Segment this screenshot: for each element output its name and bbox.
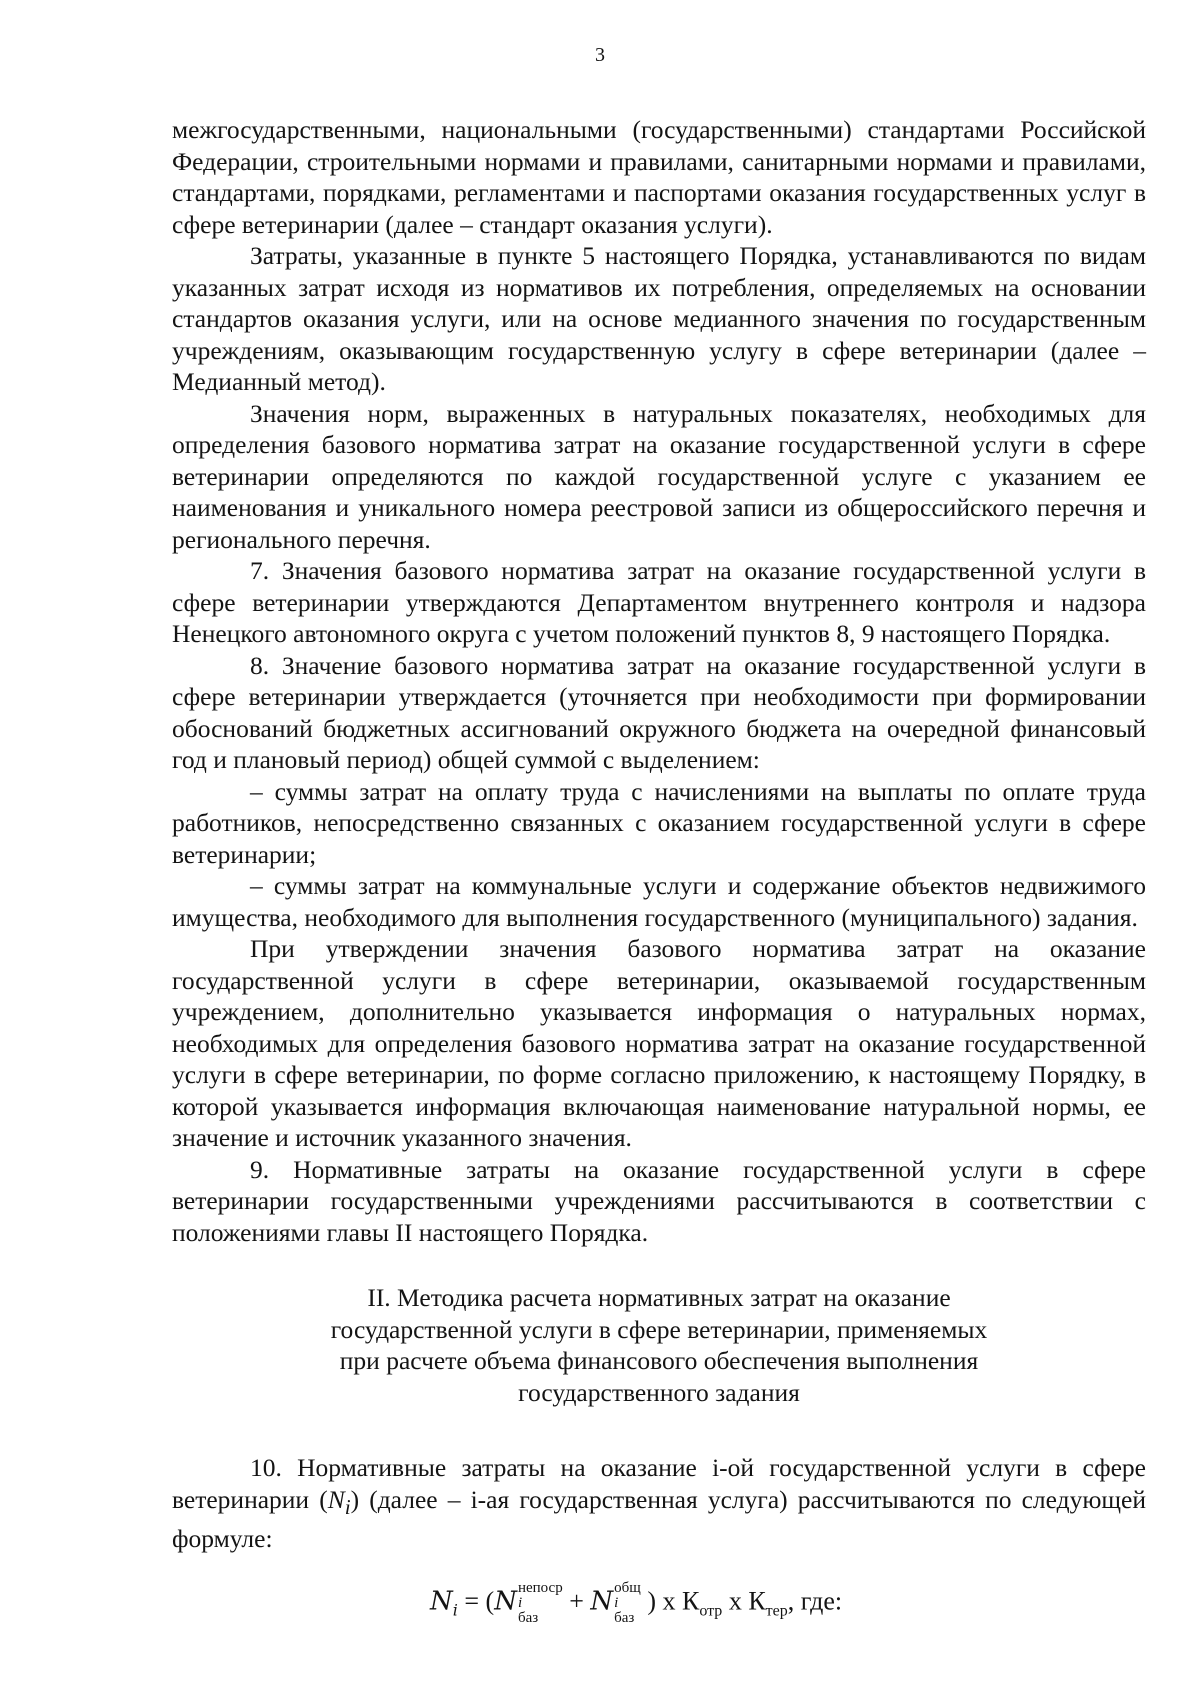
formula-k-otr-sub: отр xyxy=(699,1602,723,1620)
paragraph-item-7: 7. Значения базового норматива затрат на оказание государственной услуги в сфере ветеринарии утверждаются Департаментом внутреннего контроля и надзора Ненецкого автономного округа с учетом положений пунктов 8, 9 настоящего Порядка. xyxy=(172,556,1146,648)
p10-start: 10. Нормативные затраты на оказание i-ой государственной услуги в сфере ветеринарии ( xyxy=(172,1453,1146,1514)
formula-term1-sup: непоср xyxy=(517,1579,563,1596)
formula-term2-indices xyxy=(614,1581,641,1626)
paragraph-approval-info: При утверждении значения базового норматива затрат на оказание государственной услуги в сфере ветеринарии, оказываемой государственным учреждением, дополнительно указывается информация о натуральных нормах, необходимых для определения базового норматива затрат на оказание государственной услуги в сфере ветеринарии, по форме согласно приложению, к настоящему Порядку, в которой указывается информация включающая наименование натуральной нормы, ее значение и источник указанного значения. xyxy=(172,934,1146,1152)
formula-close-k-otr: ) x К xyxy=(647,1586,700,1616)
formula-term2-sub-i: i xyxy=(614,1594,619,1611)
formula-lhs-sub: i xyxy=(452,1600,458,1620)
section-heading-line: государственной услуги в сфере ветеринарии, применяемых xyxy=(330,1314,988,1344)
p10-symbol-sub: i xyxy=(344,1494,351,1519)
formula-term1-sub-i: i xyxy=(517,1594,523,1611)
formula-k-ter: x К xyxy=(728,1586,766,1616)
formula-k-ter-sub: тер xyxy=(765,1602,788,1620)
page-number: 3 xyxy=(595,44,605,66)
list-item-labor-costs: – суммы затрат на оплату труда с начислениями на выплаты по оплате труда работников, непосредственно связанных с оказанием государственной услуги в сфере ветеринарии; xyxy=(172,776,1146,869)
paragraph-costs-by-type: Затраты, указанные в пункте 5 настоящего Порядка, устанавливаются по видам указанных затрат исходя из нормативов их потребления, определяемых на основании стандартов оказания услуги, или на основе медианного значения по государственным учреждениям, оказывающим государственную услугу в сфере ветеринарии (далее – Медианный метод). xyxy=(172,241,1146,396)
paragraph-natural-norms: Значения норм, выраженных в натуральных показателях, необходимых для определения базового норматива затрат на оказание государственной услуги в сфере ветеринарии определяются по каждой государственной услуге с указанием ее наименования и уникального номера реестровой записи из общероссийского перечня и регионального перечня. xyxy=(172,398,1146,554)
formula-term1: N xyxy=(494,1586,517,1617)
formula-plus: + xyxy=(569,1586,584,1616)
paragraph-item-9: 9. Нормативные затраты на оказание государственной услуги в сфере ветеринарии государственными учреждениями рассчитываются в соответствии с положениями главы II настоящего Порядка. xyxy=(172,1154,1146,1247)
formula-term1-indices xyxy=(518,1581,563,1626)
paragraph-standards-continuation: межгосударственными, национальными (государственными) стандартами Российской Федерации, строительными нормами и правилами, санитарными нормами и правилами, стандартами, порядками, регламентами и паспортами оказания государственных услуг в сфере ветеринарии (далее – стандарт оказания услуги). xyxy=(172,115,1146,239)
section-heading-line: при расчете объема финансового обеспечения выполнения xyxy=(339,1346,979,1375)
formula-term2-sup: общ xyxy=(614,1579,641,1596)
section-heading-line: II. Методика расчета нормативных затрат на оказание xyxy=(367,1283,951,1312)
formula-tail: , где: xyxy=(787,1586,843,1616)
list-item-utility-costs: – суммы затрат на коммунальные услуги и содержание объектов недвижимого имущества, необходимого для выполнения государственного (муниципального) задания. xyxy=(172,871,1146,932)
section-heading-line: государственного задания xyxy=(518,1377,800,1407)
formula-term2: N xyxy=(590,1586,614,1617)
paragraph-item-8: 8. Значение базового норматива затрат на оказание государственной услуги в сфере ветеринарии утверждается (уточняется при необходимости при формировании обоснований бюджетных ассигнований окружного бюджета на очередной финансовый год и плановый период) общей суммой с выделением: xyxy=(172,650,1146,774)
p10-end: ) (далее – i-ая государственная услуга) рассчитываются по следующей формуле: xyxy=(172,1484,1146,1554)
p10-symbol: N xyxy=(327,1484,345,1514)
paragraph-item-10 xyxy=(172,1452,1146,1555)
formula-equals: = xyxy=(464,1586,480,1616)
formula-term1-sub: баз xyxy=(517,1609,539,1626)
formula-term2-sub: баз xyxy=(614,1609,635,1626)
document-body xyxy=(172,114,1146,1631)
cost-formula xyxy=(172,1581,1146,1632)
section-heading xyxy=(172,1282,1146,1408)
formula-open-paren: ( xyxy=(485,1586,495,1616)
formula-lhs: N xyxy=(430,1586,453,1617)
